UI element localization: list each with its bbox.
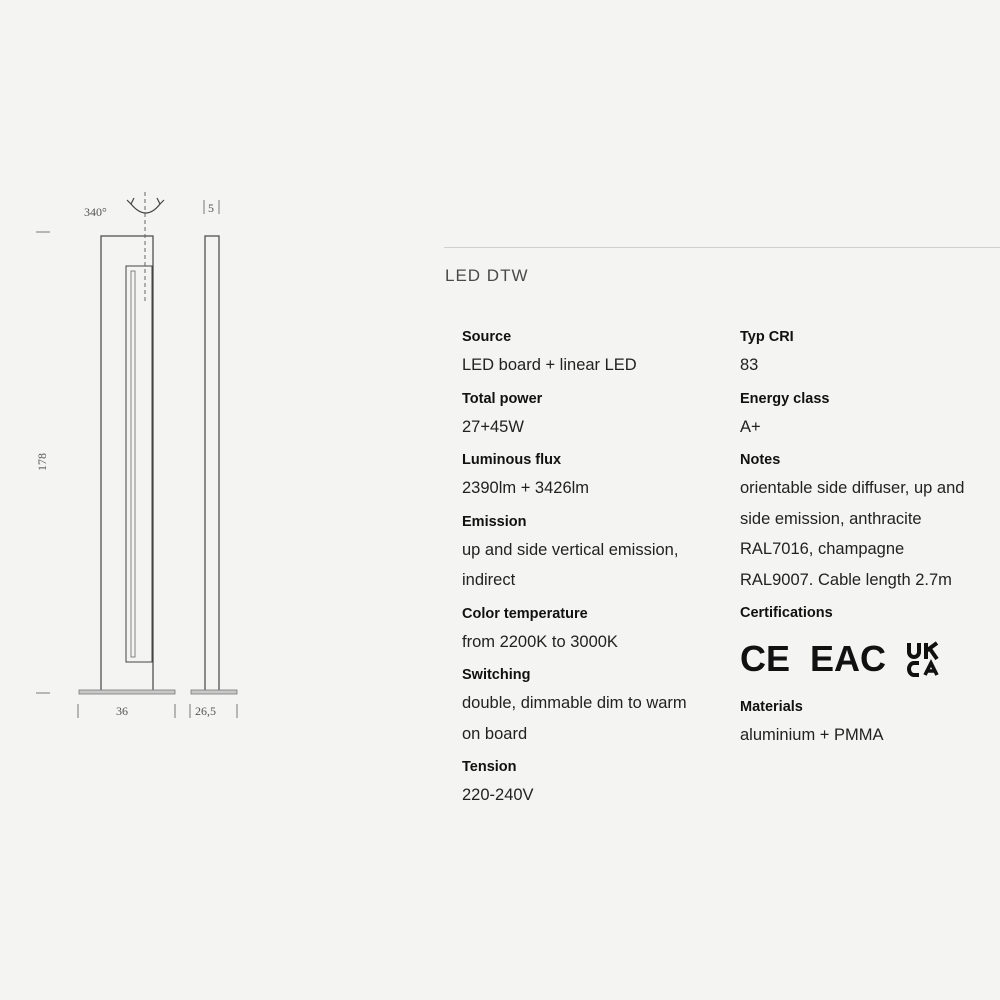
height-dim-label: 178 bbox=[35, 453, 49, 471]
specs-left-column bbox=[462, 326, 712, 811]
depth-top-label: 5 bbox=[208, 201, 214, 215]
spec-value-source: LED board + linear LED bbox=[462, 356, 637, 374]
spec-label-certifications: Certifications bbox=[740, 605, 833, 621]
product-title: LED DTW bbox=[445, 266, 529, 285]
spec-value-tension: 220-240V bbox=[462, 786, 534, 804]
ce-mark-icon: CE bbox=[740, 638, 791, 679]
spec-value-cri: 83 bbox=[740, 356, 759, 374]
rotation-arrow-left bbox=[127, 198, 134, 204]
spec-label-switching: Switching bbox=[462, 667, 531, 683]
base-width-label: 36 bbox=[116, 704, 128, 718]
ukca-mark-icon bbox=[906, 640, 946, 678]
lamp-side-body bbox=[205, 236, 219, 692]
spec-value-energy-class: A+ bbox=[740, 417, 761, 436]
spec-label-materials: Materials bbox=[740, 699, 803, 715]
spec-label-cri: Typ CRI bbox=[740, 329, 794, 345]
spec-value-switching: double, dimmable dim to warm on board bbox=[462, 694, 687, 743]
base-depth-label: 26,5 bbox=[195, 704, 216, 718]
spec-label-source: Source bbox=[462, 329, 512, 345]
spec-value-emission: up and side vertical emission, indirect bbox=[462, 540, 679, 589]
lamp-front-led-strip bbox=[131, 271, 135, 657]
spec-label-luminous-flux: Luminous flux bbox=[462, 452, 562, 468]
spec-label-emission: Emission bbox=[462, 513, 527, 530]
certification-marks bbox=[740, 629, 990, 689]
spec-label-notes: Notes bbox=[740, 452, 781, 468]
rotation-arrow-right bbox=[157, 198, 164, 204]
spec-value-color-temperature: from 2200K to 3000K bbox=[462, 632, 618, 651]
spec-label-tension: Tension bbox=[462, 759, 517, 775]
lamp-front-body bbox=[101, 236, 153, 692]
rotation-label: 340° bbox=[84, 205, 107, 219]
eac-mark-icon: EAC bbox=[810, 638, 887, 679]
header-divider bbox=[444, 247, 1000, 248]
spec-value-total-power: 27+45W bbox=[462, 417, 524, 436]
spec-label-color-temperature: Color temperature bbox=[462, 605, 588, 622]
spec-value-materials: aluminium + PMMA bbox=[740, 726, 884, 744]
spec-value-luminous-flux: 2390lm + 3426lm bbox=[462, 479, 590, 497]
technical-drawing bbox=[0, 0, 430, 1000]
spec-label-total-power: Total power bbox=[462, 390, 543, 407]
specs-right-column bbox=[740, 326, 990, 751]
lamp-front-diffuser bbox=[126, 266, 152, 662]
lamp-side-base bbox=[191, 690, 237, 694]
spec-value-notes: orientable side diffuser, up and side emission, anthracite RAL7016, champagne RAL9007. Cable length 2.7m bbox=[740, 479, 965, 589]
lamp-front-base bbox=[79, 690, 175, 694]
spec-label-energy-class: Energy class bbox=[740, 390, 830, 407]
